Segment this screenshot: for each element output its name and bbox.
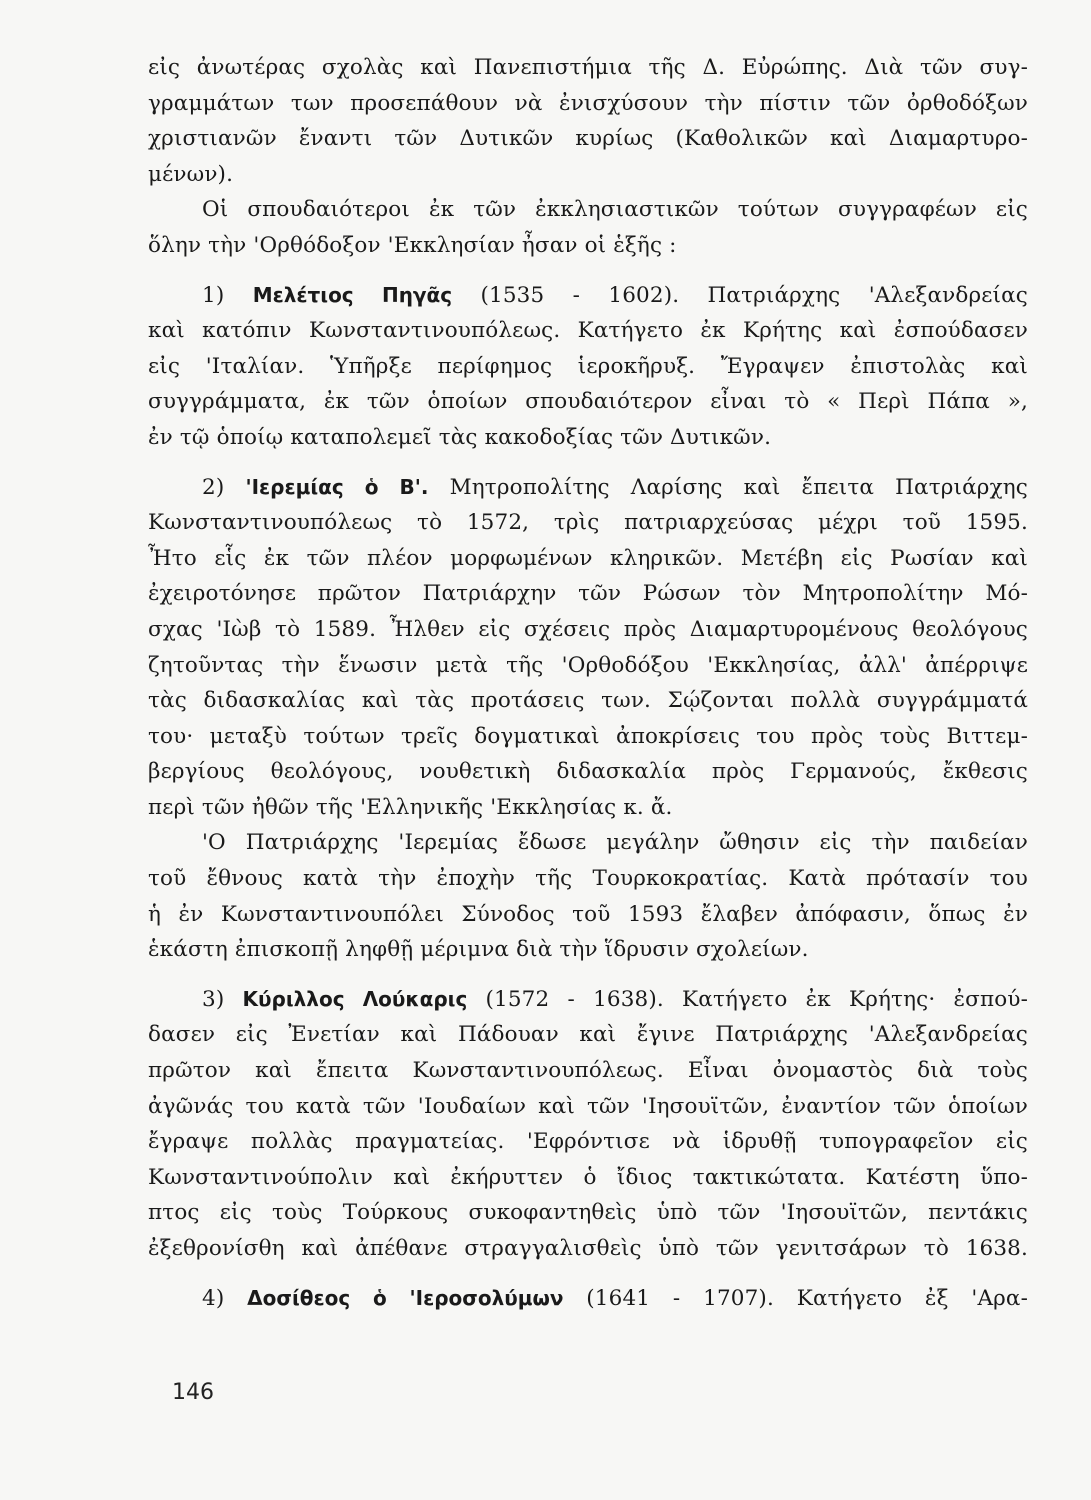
entry-name: Δοσίθεος ὁ 'Ιεροσολύμων <box>247 1285 564 1310</box>
text-line: συγγράμματα, ἐκ τῶν ὁποίων σπουδαιότερον εἶναι τὸ « Περὶ Πάπα », <box>148 389 1028 415</box>
text-line: καὶ κατόπιν Κωνσταντινουπόλεως. Κατήγετο ἐκ Κρήτης καὶ ἐσπούδασεν <box>148 318 1028 344</box>
text-line: πτος εἰς τοὺς Τούρκους συκοφαντηθεὶς ὑπὸ τῶν 'Ιησουϊτῶν, πεντάκις <box>148 1200 1028 1226</box>
text-line: δασεν εἰς Ἐνετίαν καὶ Πάδουαν καὶ ἔγινε Πατριάρχης 'Αλεξανδρείας <box>148 1022 1028 1048</box>
text-line: ἐχειροτόνησε πρῶτον Πατριάρχην τῶν Ρώσων τὸν Μητροπολίτην Μό- <box>148 581 1028 607</box>
text-line: περὶ τῶν ἠθῶν τῆς 'Ελληνικῆς 'Εκκλησίας κ. ἄ. <box>148 794 673 820</box>
text-line: ζητοῦντας τὴν ἕνωσιν μετὰ τῆς 'Ορθοδόξου 'Εκκλησίας, ἀλλ' ἀπέρριψε <box>148 652 1028 678</box>
entry-heading-meletios: 1) Μελέτιος Πηγᾶς (1535 - 1602). Πατριάρχης 'Αλεξανδρείας <box>202 282 1028 308</box>
text-line: εἰς 'Ιταλίαν. Ὑπῆρξε περίφημος ἱεροκῆρυξ. Ἔγραψεν ἐπιστολὰς καὶ <box>148 353 1028 379</box>
text-line: μένων). <box>148 161 234 187</box>
body-text <box>148 50 1028 1316</box>
page-number: 146 <box>172 1380 214 1405</box>
text-line: ἐν τῷ ὁποίῳ καταπολεμεῖ τὰς κακοδοξίας τῶν Δυτικῶν. <box>148 424 772 450</box>
text-line: ἡ ἐν Κωνσταντινουπόλει Σύνοδος τοῦ 1593 ἔλαβεν ἀπόφασιν, ὅπως ἐν <box>148 901 1028 927</box>
text-line: του· μεταξὺ τούτων τρεῖς δογματικαὶ ἀποκρίσεις του πρὸς τοὺς Βιττεμ- <box>148 723 1028 749</box>
text-line: ἀγῶνάς του κατὰ τῶν 'Ιουδαίων καὶ τῶν 'Ιησουϊτῶν, ἐναντίον τῶν ὁποίων <box>148 1093 1028 1119</box>
entry-name: 'Ιερεμίας ὁ Β'. <box>245 474 429 499</box>
entry-heading-kyrillos: 3) Κύριλλος Λούκαρις (1572 - 1638). Κατήγετο ἐκ Κρήτης· ἐσπού- <box>202 986 1028 1012</box>
entry-name: Κύριλλος Λούκαρις <box>242 986 468 1011</box>
text-line: Οἱ σπουδαιότεροι ἐκ τῶν ἐκκλησιαστικῶν τούτων συγγραφέων εἰς <box>202 197 1028 223</box>
text-line: εἰς ἀνωτέρας σχολὰς καὶ Πανεπιστήμια τῆς Δ. Εὐρώπης. Διὰ τῶν συγ- <box>148 55 1028 80</box>
text-line: χριστιανῶν ἔναντι τῶν Δυτικῶν κυρίως (Καθολικῶν καὶ Διαμαρτυρο- <box>148 126 1028 152</box>
text-line: Κωνσταντινουπόλεως τὸ 1572, τρὶς πατριαρχεύσας μέχρι τοῦ 1595. <box>148 510 1028 536</box>
text-line: τὰς διδασκαλίας καὶ τὰς προτάσεις των. Σῴζονται πολλὰ συγγράμματά <box>148 688 1028 714</box>
text-line: τοῦ ἔθνους κατὰ τὴν ἐποχὴν τῆς Τουρκοκρατίας. Κατὰ πρότασίν του <box>148 866 1028 892</box>
text-line: σχας 'Ιὼβ τὸ 1589. Ἦλθεν εἰς σχέσεις πρὸς Διαμαρτυρομένους θεολόγους <box>148 616 1028 642</box>
text-line: 'Ο Πατριάρχης 'Ιερεμίας ἔδωσε μεγάλην ὤθησιν εἰς τὴν παιδείαν <box>202 830 1028 856</box>
text-line: ἑκάστη ἐπισκοπῇ ληφθῇ μέριμνα διὰ τὴν ἵδρυσιν σχολείων. <box>148 937 809 963</box>
entry-heading-ieremias: 2) 'Ιερεμίας ὁ Β'. Μητροπολίτης Λαρίσης καὶ ἔπειτα Πατριάρχης <box>202 474 1028 500</box>
text-line: πρῶτον καὶ ἔπειτα Κωνσταντινουπόλεως. Εἶναι ὀνομαστὸς διὰ τοὺς <box>148 1058 1028 1084</box>
text-line: γραμμάτων των προσεπάθουν νὰ ἐνισχύσουν τὴν πίστιν τῶν ὀρθοδόξων <box>148 90 1028 116</box>
text-line: ὅλην τὴν 'Ορθόδοξον 'Εκκλησίαν ἦσαν οἱ ἑξῆς : <box>148 232 677 258</box>
text-line: βεργίους θεολόγους, νουθετικὴ διδασκαλία πρὸς Γερμανούς, ἔκθεσις <box>148 759 1028 785</box>
entry-heading-dositheos: 4) Δοσίθεος ὁ 'Ιεροσολύμων (1641 - 1707). Κατήγετο ἐξ 'Αρα- <box>202 1285 1028 1311</box>
text-line: Κωνσταντινούπολιν καὶ ἐκήρυττεν ὁ ἴδιος τακτικώτατα. Κατέστη ὕπο- <box>148 1164 1028 1190</box>
text-line: ἔγραψε πολλὰς πραγματείας. 'Εφρόντισε νὰ ἱδρυθῇ τυπογραφεῖον εἰς <box>148 1129 1028 1155</box>
text-line: ἐξεθρονίσθη καὶ ἀπέθανε στραγγαλισθεὶς ὑπὸ τῶν γενιτσάρων τὸ 1638. <box>148 1236 1028 1261</box>
text-line: Ἦτο εἷς ἐκ τῶν πλέον μορφωμένων κληρικῶν. Μετέβη εἰς Ρωσίαν καὶ <box>148 545 1028 571</box>
entry-name: Μελέτιος Πηγᾶς <box>252 282 453 307</box>
